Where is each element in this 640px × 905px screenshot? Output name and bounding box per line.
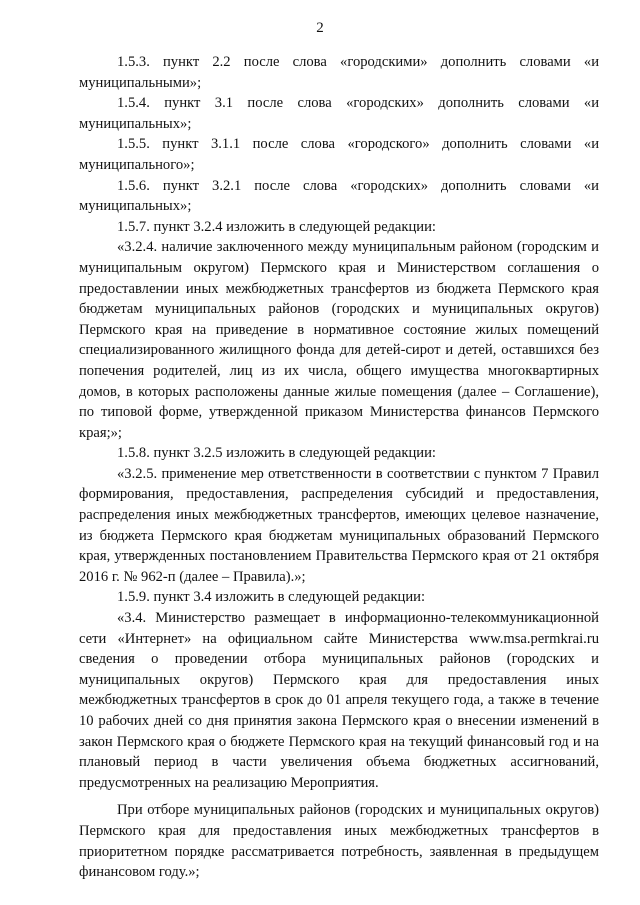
paragraph-3-2-5: «3.2.5. применение мер ответственности в соответствии с пунктом 7 Правил формирования, предоставления, распределения субсидий и предоставления, распределения иных межбюджетных трансфертов, имеющих целевое назначение, из бюджета Пермского края бюджетам муниципальных образований Пермского края, утвержденных постановлением Правительства Пермского края от 21 октября 2016 г. № 962-п (далее – Правила).»; [79, 465, 599, 585]
paragraph-1-5-8: 1.5.8. пункт 3.2.5 изложить в следующей редакции: [117, 445, 436, 462]
paragraph-1-5-7: 1.5.7. пункт 3.2.4 изложить в следующей редакции: [117, 218, 436, 235]
paragraph-1-5-9: 1.5.9. пункт 3.4 изложить в следующей редакции: [117, 589, 426, 606]
paragraph-1-5-3: 1.5.3. пункт 2.2 после слова «городскими» дополнить словами «и муниципальными»; [79, 54, 599, 91]
document-body [79, 52, 599, 883]
paragraph-3-4: «3.4. Министерство размещает в информационно-телекоммуникационной сети «Интернет» на официальном сайте Министерства www.msa.permkrai.ru сведения о проведении отбора муниципальных районов (городских и муниципальных округов) Пермского края для предоставления иных межбюджетных трансфертов в срок до 01 апреля текущего года, а также в течение 10 рабочих дней со дня принятия закона Пермского края о внесении изменений в закон Пермского края о бюджете Пермского края на текущий финансовый год и на плановый период в части увеличения объема бюджетных ассигнований, предусмотренных на реализацию Мероприятия. [79, 610, 599, 791]
paragraph-1-5-5: 1.5.5. пункт 3.1.1 после слова «городского» дополнить словами «и муниципального»; [79, 136, 599, 173]
paragraph-3-2-4: «3.2.4. наличие заключенного между муниципальным районом (городским и муниципальным округом) Пермского края и Министерством соглашения о предоставлении иных межбюджетных трансфертов из бюджета Пермского края бюджетам муниципальных районов (городских и муниципальных округов) Пермского края на приведение в нормативное состояние жилых помещений специализированного жилищного фонда для детей-сирот и детей, оставшихся без попечения родителей, лиц из их числа, общего имущества многоквартирных домов, в которых расположены данные жилые помещения (далее – Соглашение), по типовой форме, утвержденной приказом Министерства финансов Пермского края;»; [79, 239, 599, 441]
page-number: 2 [316, 20, 324, 36]
paragraph-1-5-6: 1.5.6. пункт 3.2.1 после слова «городских» дополнить словами «и муниципальных»; [79, 177, 599, 215]
paragraph-1-5-4: 1.5.4. пункт 3.1 после слова «городских» дополнить словами «и муниципальных»; [79, 95, 599, 132]
paragraph-selection-priority: При отборе муниципальных районов (городских и муниципальных округов) Пермского края для предоставления иных межбюджетных трансфертов в приоритетном порядке рассматривается потребность, заявленная в предыдущем финансовом году.»; [79, 802, 599, 881]
